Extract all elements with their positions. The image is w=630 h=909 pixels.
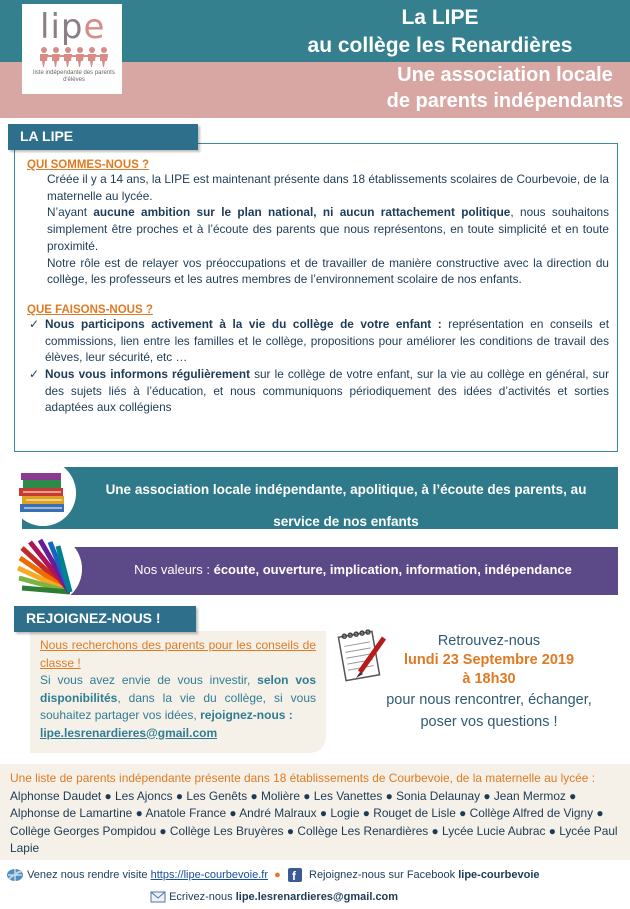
what-item-2-bold: Nous vous informons régulièrement: [45, 367, 250, 382]
who-paragraph-1: Créée il y a 14 ans, la LIPE est maintenant présente dans 18 établissements scolaires de Courbevoie, de la maternelle au lycée.: [47, 172, 609, 203]
page-title-line2: au collège les Renardières: [307, 34, 573, 57]
join-section-content: [40, 637, 316, 742]
bullet-separator: ●: [565, 788, 577, 803]
people-chain-icon: [38, 46, 110, 68]
books-icon: [10, 460, 76, 526]
website-link[interactable]: https://lipe-courbevoie.fr: [150, 868, 268, 881]
bullet-separator: ●: [455, 806, 470, 820]
bullet-separator: ●: [172, 788, 187, 803]
what-item-1-text: représentation en conseils et commissions, lien entre les familles et le collège, propositions pour améliorer les conditions de travail des élèves, leur sécurité, etc …: [45, 316, 609, 365]
values-banner: [28, 547, 618, 595]
what-item-2-text: sur le collège de votre enfant, sur la vie au collège en général, sur des sujets liés à l’éducation, et nous communiquons périodiquement des idées d’activités et sorties adaptées aux collégiens: [45, 367, 609, 415]
lipe-section-content: [27, 159, 609, 416]
join-bold-2: rejoignez-nous :: [200, 708, 293, 722]
bullet-separator: ●: [316, 806, 331, 820]
school-item: Jean Mermoz: [493, 788, 566, 803]
school-item: Les Ajoncs: [115, 788, 173, 803]
school-item: Lycée Lucie Aubrac: [442, 823, 546, 838]
meeting-intro: Retrouvez-nous: [437, 633, 541, 649]
values-prefix: Nos valeurs :: [134, 562, 214, 577]
footer-visit-text: Venez nous rendre visite: [27, 868, 151, 881]
school-item: Logie: [330, 806, 360, 820]
logo-wordmark-lip: lip: [40, 7, 84, 47]
school-item: Les Vanettes: [313, 788, 383, 803]
bullet-separator: ●: [480, 788, 494, 803]
logo-tagline: liste indépendante des parents d'élèves: [33, 70, 115, 83]
page-title-line1: La LIPE: [401, 6, 479, 29]
who-p2-bold: aucune ambition sur le plan national, ni aucun rattachement politique: [93, 205, 511, 220]
meeting-line2: pour nous rencontrer, échanger,: [386, 692, 592, 708]
checkmark-icon: ✓: [29, 316, 40, 331]
bullet-separator: ●: [428, 823, 443, 838]
bullet-separator: ●: [299, 788, 314, 803]
schools-section: [0, 764, 630, 860]
lipe-section: [14, 143, 618, 452]
bullet-separator: ●: [132, 806, 146, 820]
join-text-a: Si vous avez envie de vous investir,: [40, 673, 258, 687]
school-item: Collège Georges Pompidou: [10, 823, 157, 838]
footer-email-link[interactable]: lipe.lesrenardieres@gmail.com: [235, 890, 399, 903]
join-bold-1: selon vos disponibilités: [40, 673, 316, 705]
values-list: écoute, ouverture, implication, information, indépendance: [213, 562, 572, 577]
meeting-line3: poser vos questions !: [420, 714, 558, 730]
school-item: Molière: [260, 788, 300, 803]
lipe-logo: [22, 4, 122, 94]
subtitle-line2: de parents indépendants: [386, 90, 624, 112]
school-item: Anatole France: [145, 806, 227, 820]
facebook-icon: [287, 868, 303, 882]
values-banner-text: [98, 562, 608, 577]
logo-wordmark: [40, 7, 106, 47]
what-item-1: [27, 316, 609, 366]
separator-dot: ●: [271, 868, 284, 881]
mission-banner-text: Une association locale indépendante, apolitique, à l’écoute des parents, au service de nos enfants: [105, 482, 587, 529]
school-item: André Malraux: [239, 806, 317, 820]
meeting-info: [376, 632, 602, 733]
join-call-text: Nous recherchons des parents pour les conseils de classe !: [40, 638, 316, 670]
join-section: [30, 631, 326, 753]
what-item-1-bold: Nous participons activement à la vie du collège de votre enfant :: [45, 316, 442, 331]
who-heading: QUI SOMMES-NOUS ?: [27, 159, 150, 171]
section-tab-join: REJOIGNEZ-NOUS !: [14, 606, 196, 632]
email-icon: [150, 890, 166, 904]
bullet-separator: ●: [593, 806, 604, 820]
schools-items: [10, 789, 618, 856]
checkmark-icon: ✓: [29, 367, 40, 382]
meeting-time: à 18h30: [462, 671, 516, 687]
join-paragraph: [40, 672, 316, 742]
meeting-date: lundi 23 Septembre 2019: [403, 652, 575, 668]
what-item-2: [27, 366, 609, 416]
school-item: Collège Les Renardières: [297, 823, 429, 838]
logo-wordmark-e: e: [83, 7, 106, 47]
subtitle-line1: Une association locale: [397, 64, 613, 86]
what-heading: QUE FAISONS-NOUS ?: [27, 303, 153, 316]
bullet-separator: ●: [101, 788, 116, 803]
bullet-separator: ●: [156, 823, 170, 838]
section-tab-la-lipe: LA LIPE: [8, 124, 198, 150]
bullet-separator: ●: [226, 806, 240, 820]
who-paragraph-2: [27, 204, 609, 254]
join-email-link[interactable]: lipe.lesrenardieres@gmail.com: [40, 725, 218, 740]
footer-write-text: Ecrivez-nous: [169, 890, 236, 903]
footer-line-2: [150, 890, 550, 908]
facebook-page-link[interactable]: lipe-courbevoie: [458, 868, 540, 881]
school-item: Lycée Paul Lapie: [10, 823, 618, 855]
school-item: Collège Alfred de Vigny: [469, 806, 594, 820]
school-item: Alphonse Daudet: [10, 788, 102, 803]
mission-banner: [22, 467, 618, 529]
join-text-b: , dans la vie du collège, si vous souhaitez partager vos idées,: [40, 690, 316, 722]
bullet-separator: ●: [283, 823, 298, 838]
svg-text:f: f: [291, 869, 296, 882]
school-item: Les Genêts: [186, 788, 248, 803]
school-item: Rouget de Lisle: [373, 806, 456, 820]
bullet-separator: ●: [359, 806, 374, 820]
school-item: Sonia Delaunay: [396, 788, 481, 803]
footer-line-1: [6, 868, 630, 888]
globe-icon: [6, 868, 24, 882]
who-p2-text-b: , nous souhaitons simplement être proches et à l’écoute des parents que nous représentons, en toute simplicité et en toute proximité.: [47, 205, 609, 253]
schools-lead: Une liste de parents indépendante présente dans 18 établissements de Courbevoie, de la maternelle au lycée :: [10, 771, 595, 785]
school-item: Alphonse de Lamartine: [10, 806, 133, 820]
footer-facebook-text: Rejoignez-nous sur Facebook: [309, 868, 459, 881]
color-pencils-icon: [12, 534, 82, 604]
who-p2-text-a: N’ayant: [47, 205, 94, 220]
schools-list: [10, 770, 624, 858]
bullet-separator: ●: [545, 823, 560, 838]
school-item: Collège Les Bruyères: [169, 823, 284, 838]
bullet-separator: ●: [247, 788, 261, 803]
who-paragraph-3: Notre rôle est de relayer vos préoccupations et de travailler de manière constructive avec la direction du collège, les professeurs et les autres membres de l’environnement scolaire de nos enfants.: [47, 255, 609, 287]
bullet-separator: ●: [382, 788, 397, 803]
